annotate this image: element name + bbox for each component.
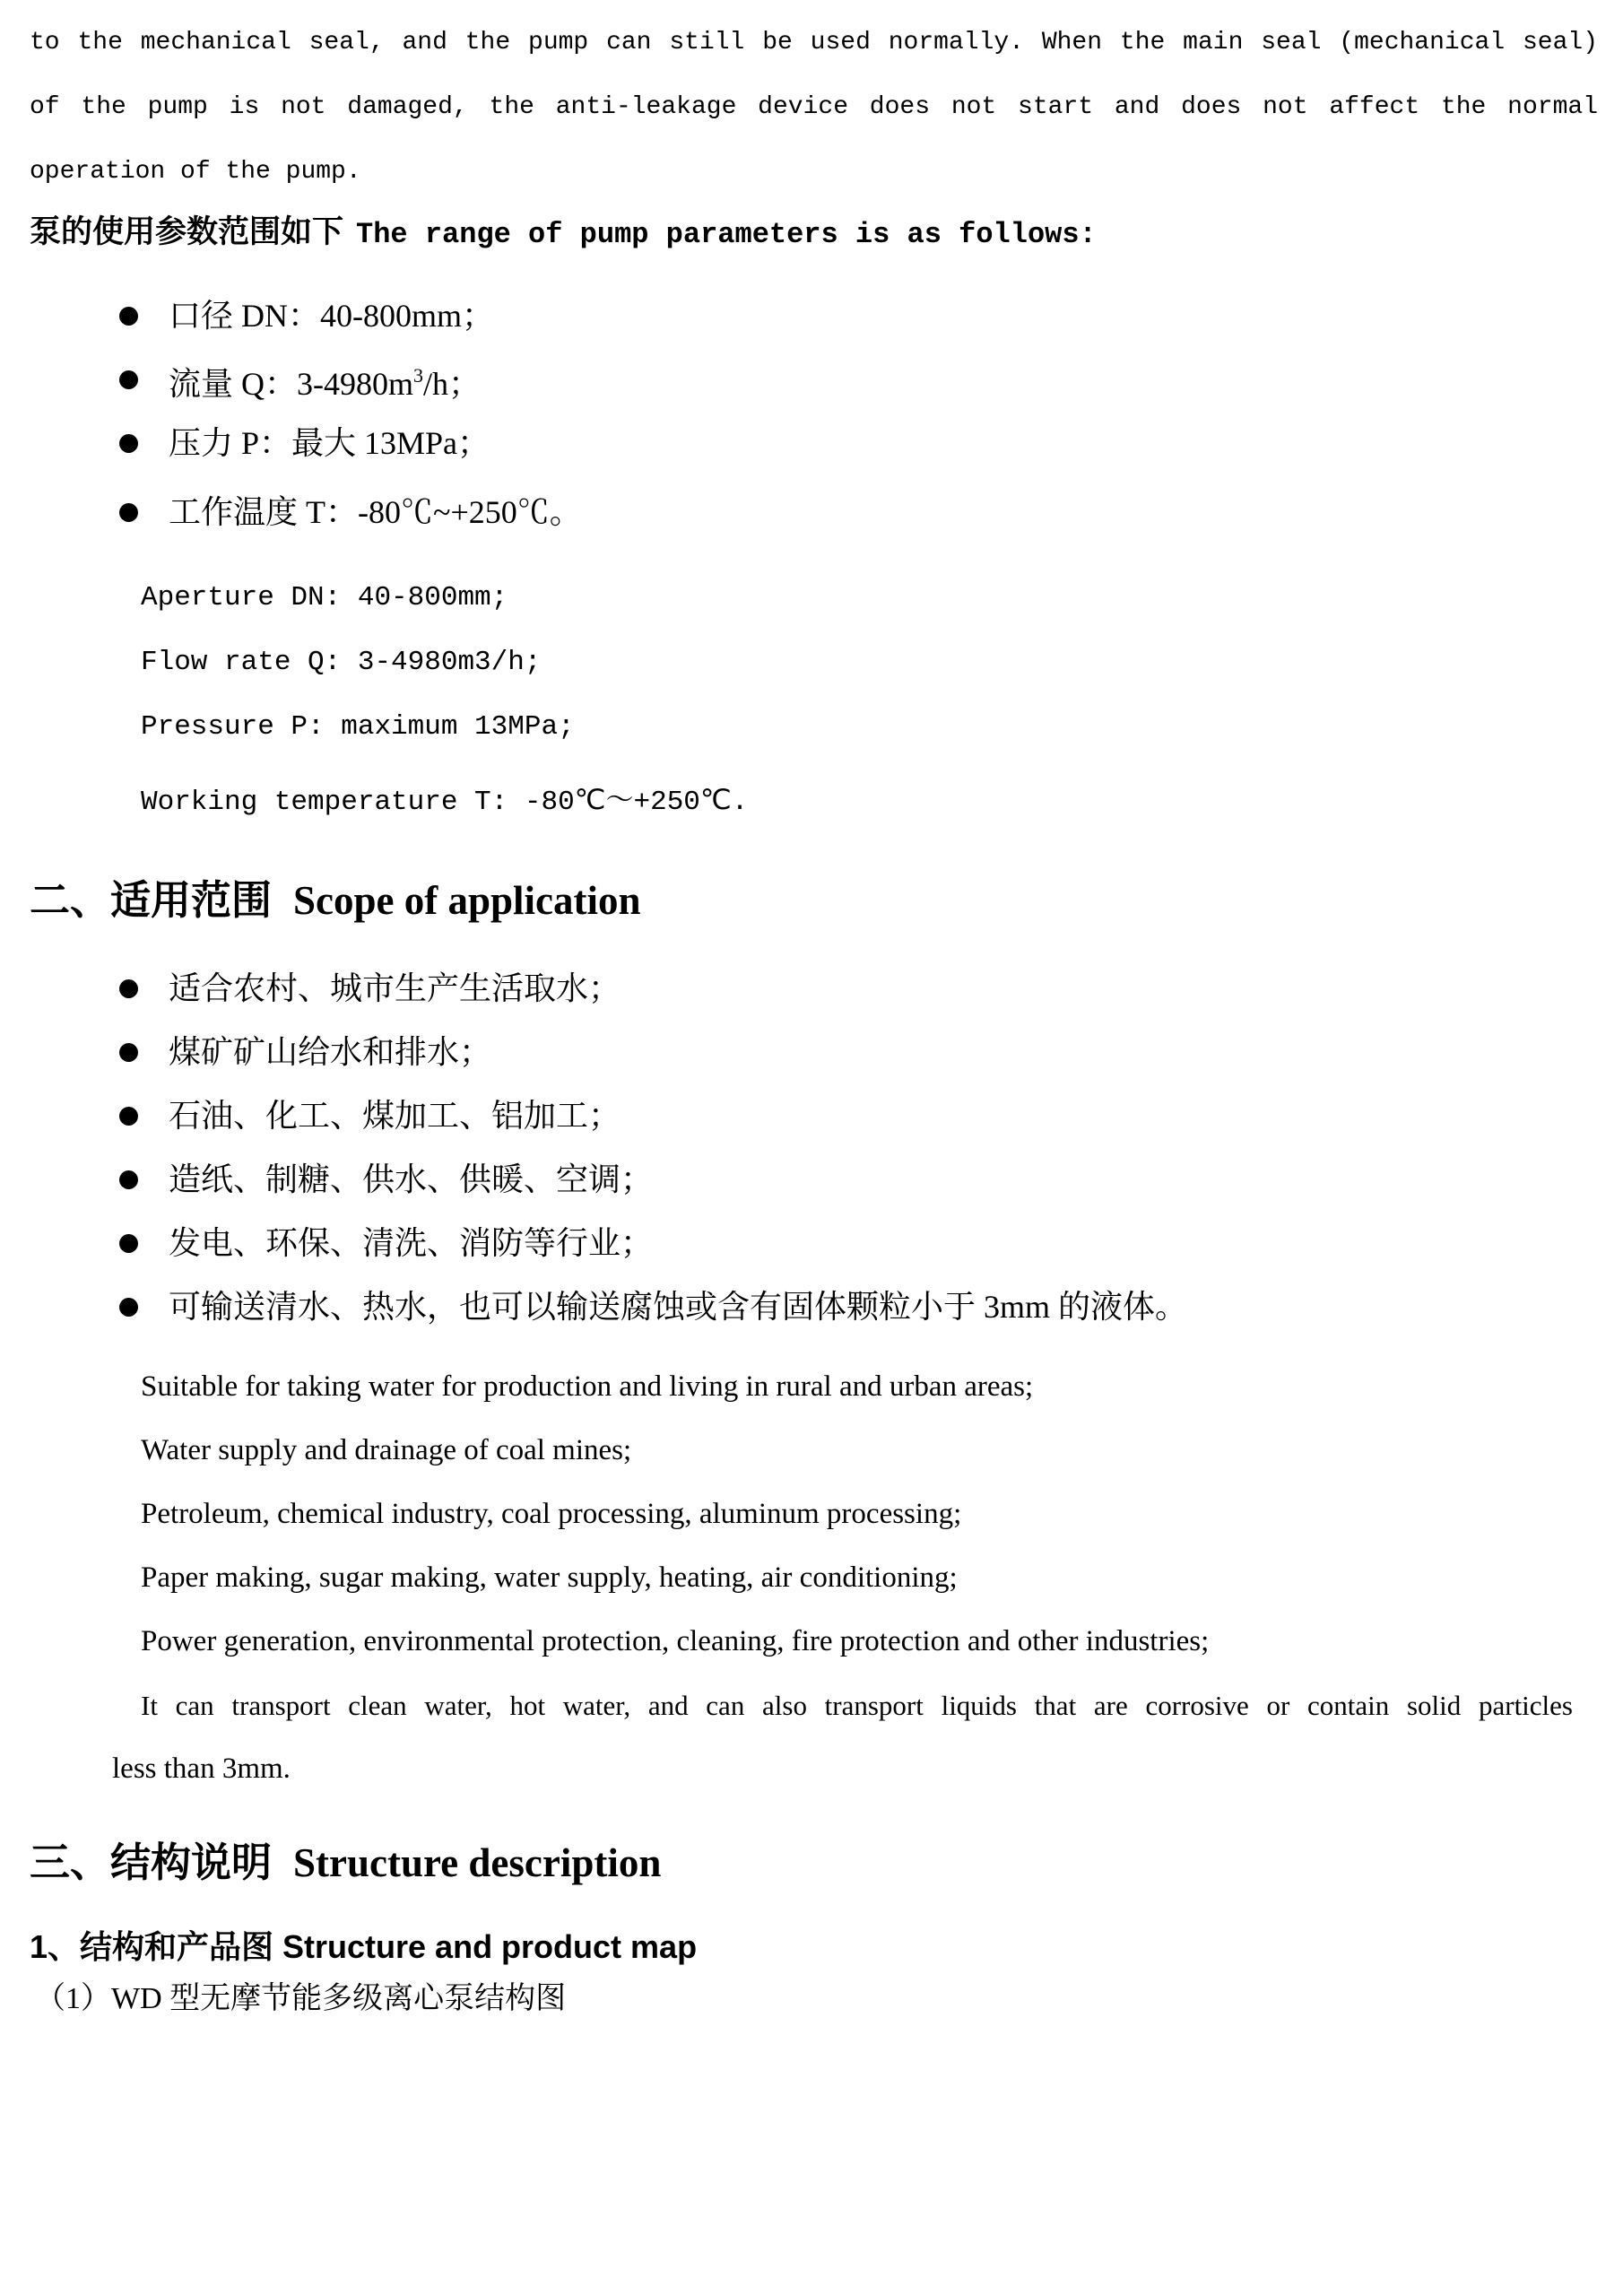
list-item	[119, 957, 1598, 1021]
list-item-text: 石油、化工、煤加工、铝加工；	[169, 1098, 621, 1134]
bullet-icon	[119, 434, 138, 453]
flow-rate-post: /h；	[423, 366, 482, 402]
list-item-text: 适合农村、城市生产生活取水；	[169, 970, 621, 1006]
list-item	[119, 1275, 1598, 1339]
param-line: Pressure P: maximum 13MPa;	[141, 711, 575, 743]
section-heading-en: Scope of application	[293, 878, 641, 923]
intro-line: operation of the pump.	[30, 158, 361, 186]
list-item-text: 口径 DN：40-800mm；	[169, 298, 494, 334]
scope-line: Suitable for taking water for production and living in rural and urban areas;	[141, 1370, 1034, 1403]
param-line: Flow rate Q: 3-4980m3/h;	[141, 647, 542, 678]
list-item-text: 可输送清水、热水，也可以输送腐蚀或含有固体颗粒小于 3mm 的液体。	[169, 1289, 1188, 1325]
list-item	[119, 1212, 1598, 1275]
intro-line: of the pump is not damaged, the anti-leakage device does not start and does not affect the normal	[30, 93, 1598, 121]
params-heading-en: The range of pump parameters is as follows:	[356, 218, 1097, 251]
list-item	[119, 348, 1598, 412]
param-line: Aperture DN: 40-800mm;	[141, 582, 508, 613]
bullet-icon	[119, 1234, 138, 1253]
superscript-3: 3	[413, 364, 423, 387]
bullet-icon	[119, 503, 138, 522]
scope-line: less than 3mm.	[112, 1752, 291, 1785]
bullet-icon	[119, 979, 138, 998]
scope-line: Water supply and drainage of coal mines;	[141, 1434, 632, 1466]
bullet-icon	[119, 1043, 138, 1062]
list-item	[119, 481, 1598, 544]
params-heading	[30, 210, 1598, 261]
list-item-text	[169, 344, 481, 416]
scope-line: Power generation, environmental protection, cleaning, fire protection and other industries;	[141, 1625, 1210, 1657]
list-item-text: 造纸、制糖、供水、供暖、空调；	[169, 1161, 654, 1197]
scope-line: It can transport clean water, hot water, and can also transport liquids that are corrosive or contain solid particles	[141, 1690, 1573, 1721]
scope-line: Petroleum, chemical industry, coal processing, aluminum processing;	[141, 1498, 962, 1530]
section-heading-zh: 二、适用范围	[30, 877, 273, 923]
param-bullet-list	[30, 284, 1598, 544]
figure-caption-wd-pump: （1）WD 型无摩节能多级离心泵结构图	[35, 1982, 567, 2015]
section-heading-zh: 三、结构说明	[30, 1839, 273, 1885]
list-item-text: 煤矿矿山给水和排水；	[169, 1034, 492, 1070]
intro-line: to the mechanical seal, and the pump can still be used normally. When the main seal (mechanical seal)	[30, 29, 1598, 57]
section-heading-structure	[30, 1837, 1598, 1896]
scope-lines-english	[112, 1355, 1573, 1801]
param-line: Working temperature T: -80℃～+250℃.	[141, 787, 749, 818]
list-item-text: 工作温度 T：-80℃~+250℃。	[169, 494, 582, 530]
bullet-icon	[119, 307, 138, 326]
params-heading-zh: 泵的使用参数范围如下	[30, 214, 344, 249]
list-item	[119, 1021, 1598, 1084]
bullet-icon	[119, 1170, 138, 1189]
scope-line: Paper making, sugar making, water supply, heating, air conditioning;	[141, 1561, 958, 1594]
flow-rate-pre: 流量 Q：3-4980m	[169, 366, 413, 402]
param-lines-english	[141, 566, 1598, 835]
scope-bullet-list	[30, 957, 1598, 1339]
list-item-text: 压力 P：最大 13MPa；	[169, 425, 490, 461]
section-heading-en: Structure description	[293, 1840, 662, 1885]
list-item	[119, 284, 1598, 348]
section-heading-scope	[30, 874, 1598, 934]
list-item-text: 发电、环保、清洗、消防等行业；	[169, 1225, 654, 1261]
bullet-icon	[119, 370, 138, 389]
intro-paragraph	[30, 11, 1598, 204]
list-item	[119, 1148, 1598, 1212]
bullet-icon	[119, 1107, 138, 1126]
subsection-title-structure-map: 1、结构和产品图 Structure and product map	[30, 1928, 698, 1965]
list-item	[119, 412, 1598, 475]
bullet-icon	[119, 1298, 138, 1317]
list-item	[119, 1084, 1598, 1148]
